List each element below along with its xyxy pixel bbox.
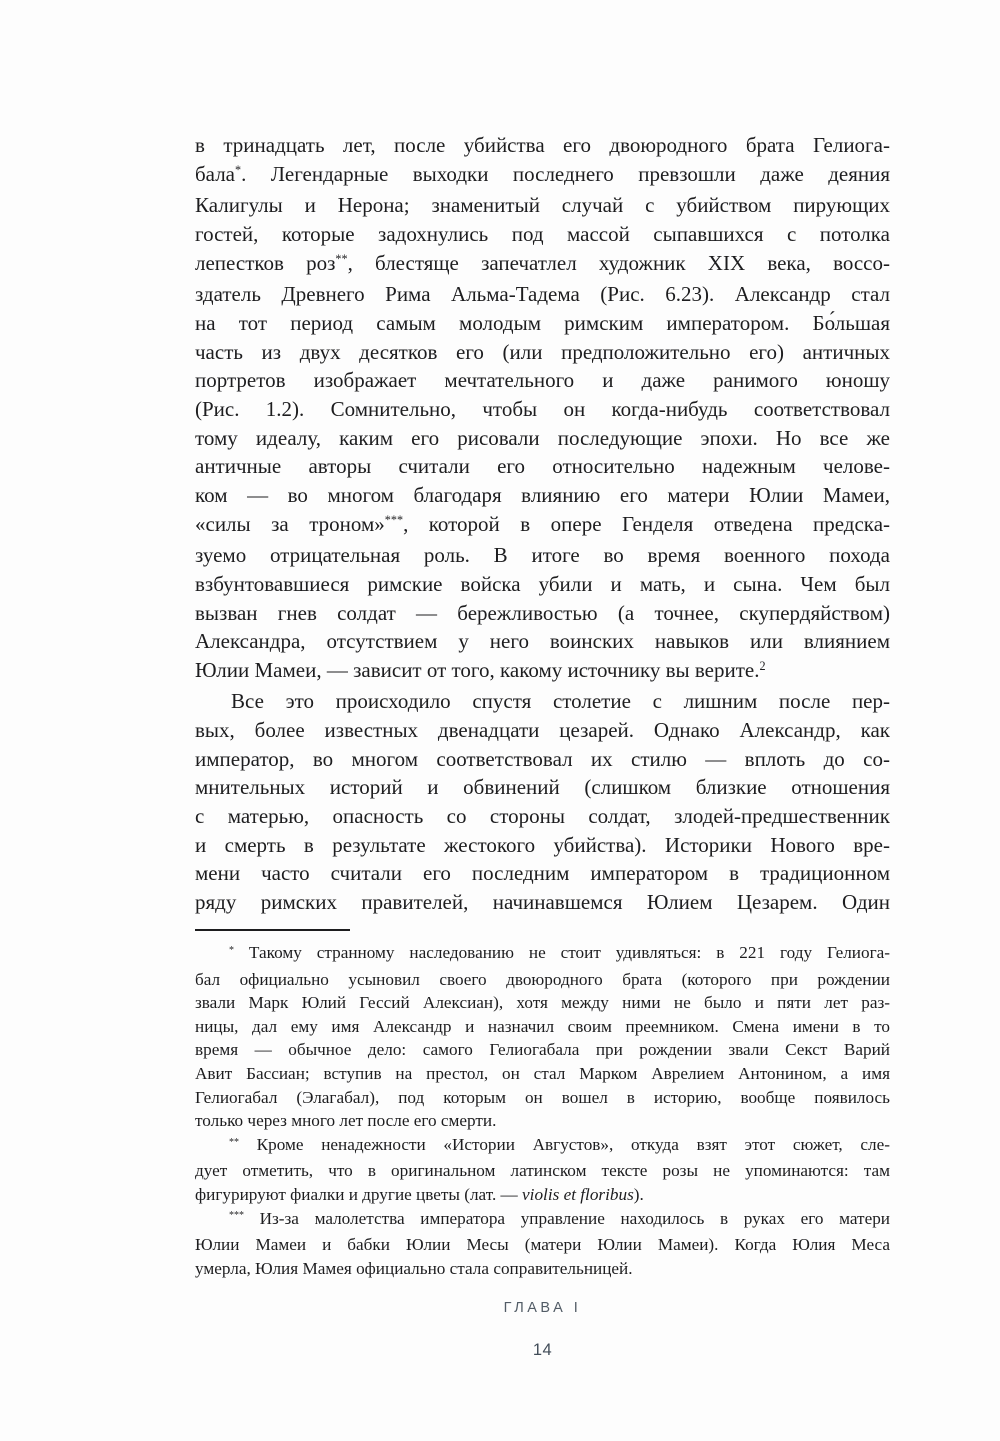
text-run: тому идеалу, каким его рисовали последующие эпохи. Но все же [195, 425, 890, 450]
text-line [195, 888, 890, 917]
text-run: violis et floribus [522, 1184, 634, 1204]
footnote-marker: ** [229, 1136, 239, 1148]
text-line [195, 452, 890, 481]
text-run: вызван гнев солдат — бережливостью (а точнее, скупердяйством) [195, 600, 890, 625]
page-number: 14 [532, 1341, 553, 1359]
text-run: античные авторы считали его относительно надежным челове- [195, 454, 890, 479]
text-run: Юлии Мамеи и бабки Юлии Месы (матери Юлии Мамеи). Когда Юлия Меса [195, 1235, 890, 1255]
text-run: , которой в опере Генделя отведена предска- [403, 511, 891, 536]
text-run: часть из двух десятков его (или предположительно его) античных [195, 339, 890, 364]
text-run: Калигулы и Нерона; знаменитый случай с убийством пирующих [195, 193, 890, 218]
text-run: император, во многом соответствовал их стилю — вплоть до со- [195, 746, 890, 771]
text-run: Александра, отсутствием у него воинских навыков или влиянием [195, 629, 890, 654]
text-run: , блестяще запечатлел художник XIX века, воссо- [347, 250, 890, 275]
text-line [195, 1233, 890, 1257]
text-run: бала [195, 161, 235, 186]
text-line [195, 716, 890, 745]
text-run: . Легендарные выходки последнего превзошли даже деяния [241, 161, 890, 186]
text-run: (Рис. 1.2). Сомнительно, чтобы он когда-нибудь соответствовал [195, 396, 890, 421]
text-run: Кроме ненадежности «Истории Августов», откуда взят этот сюжет, сле- [238, 1134, 890, 1154]
text-run: фигурируют фиалки и другие цветы (лат. — [195, 1184, 523, 1204]
text-line [195, 280, 890, 309]
text-line [195, 941, 890, 968]
main-text [195, 131, 890, 917]
text-run: на тот период самым молодым римским императором. Бо́льшая [195, 310, 890, 335]
footnote-marker: *** [229, 1210, 244, 1222]
text-line [195, 309, 890, 338]
text-run: ряду римских правителей, начинавшемся Юлием Цезарем. Один [195, 890, 890, 915]
text-run: время — обычное дело: самого Гелиогабала при рождении звали Секст Варий [195, 1040, 890, 1060]
footnote-marker: ** [335, 252, 348, 267]
text-line [195, 191, 890, 220]
text-line [195, 481, 890, 510]
footnote-marker: 2 [759, 659, 766, 674]
text-line [195, 991, 890, 1015]
text-run: гостей, которые задохнулись под массой сыпавшихся с потолка [195, 221, 890, 246]
text-line [195, 220, 890, 249]
text-run: зуемо отрицательная роль. В итоге во время военного похода [195, 543, 890, 568]
text-line [195, 1062, 890, 1086]
text-line [195, 1257, 890, 1281]
text-line [195, 687, 890, 716]
text-run: Гелиогабал (Элагабал), под которым он вошел в историю, вообще появилось [195, 1087, 890, 1107]
text-run: ). [633, 1184, 644, 1204]
text-line [195, 1207, 890, 1234]
text-line [195, 1015, 890, 1039]
text-run: только через много лет после его смерти. [195, 1111, 497, 1131]
text-line [195, 249, 890, 281]
text-line [195, 395, 890, 424]
footnote-separator-rule [195, 929, 350, 931]
footnotes-block [195, 941, 890, 1280]
text-run: взбунтовавшиеся римские войска убили и мать, и сына. Чем был [195, 571, 890, 596]
text-line [195, 599, 890, 628]
text-run: лепестков роз [195, 250, 336, 275]
text-line [195, 802, 890, 831]
text-run: ницы, дал ему имя Александр и назначил своим преемником. Смена имени в то [195, 1016, 890, 1036]
text-run: Из-за малолетства императора управление находилось в руках его матери [243, 1208, 890, 1228]
text-run: «силы за троном» [195, 511, 385, 536]
text-line [195, 831, 890, 860]
text-run: Юлии Мамеи, — зависит от того, какому источнику вы верите. [195, 657, 760, 682]
text-run: Такому странному наследованию не стоит удивляться: в 221 году Гелиога- [233, 943, 890, 962]
text-run: здатель Древнего Рима Альма-Тадема (Рис. 6.23). Александр стал [195, 282, 890, 307]
text-run: дует отметить, что в оригинальном латинском тексте розы не упоминаются: там [195, 1161, 890, 1181]
text-run: и смерть в результате жестокого убийства). Историки Нового вре- [195, 832, 890, 857]
text-run: портретов изображает мечтательного и даже ранимого юношу [195, 368, 890, 393]
text-run: вых, более известных двенадцати цезарей. Однако Александр, как [195, 718, 890, 743]
text-line [195, 424, 890, 453]
text-line [195, 1133, 890, 1160]
text-run: в тринадцать лет, после убийства его двоюродного брата Гелиога- [195, 133, 890, 157]
text-line [195, 160, 890, 192]
text-line [195, 773, 890, 802]
running-chapter-label: ГЛАВА I [503, 1300, 582, 1316]
text-line [195, 859, 890, 888]
text-run: умерла, Юлия Мамея официально стала соправительницей. [195, 1258, 633, 1278]
text-line [195, 1159, 890, 1183]
text-line [195, 656, 890, 688]
footnote-marker: *** [384, 513, 404, 528]
text-line [195, 131, 890, 160]
text-line [195, 1086, 890, 1110]
text-line [195, 627, 890, 656]
text-line [195, 541, 890, 570]
text-run: звали Марк Юлий Гессий Алексиан), хотя между ними не было и пяти лет раз- [195, 993, 890, 1013]
text-run: Авит Бассиан; вступив на престол, он стал Марком Аврелием Антонином, а имя [195, 1063, 890, 1083]
footnote-marker: * [229, 944, 234, 956]
text-line [195, 1109, 890, 1133]
text-line [195, 745, 890, 774]
text-run: Все это происходило спустя столетие с лишним после пер- [231, 689, 890, 714]
text-line [195, 338, 890, 367]
text-line [195, 510, 890, 542]
text-run: мнительных историй и обвинений (слишком близкие отношения [195, 775, 890, 800]
text-line [195, 1038, 890, 1062]
text-line [195, 1183, 890, 1207]
text-run: мени часто считали его последним императором в традиционном [195, 861, 890, 886]
footnote-marker: * [235, 163, 242, 178]
text-run: с матерью, опасность со стороны солдат, злодей-предшественник [195, 804, 890, 829]
text-line [195, 366, 890, 395]
text-run: ком — во многом благодаря влиянию его матери Юлии Мамеи, [195, 482, 890, 507]
text-line [195, 968, 890, 992]
text-line [195, 570, 890, 599]
text-run: бал официально усыновил своего двоюродного брата (которого при рождении [195, 969, 890, 989]
